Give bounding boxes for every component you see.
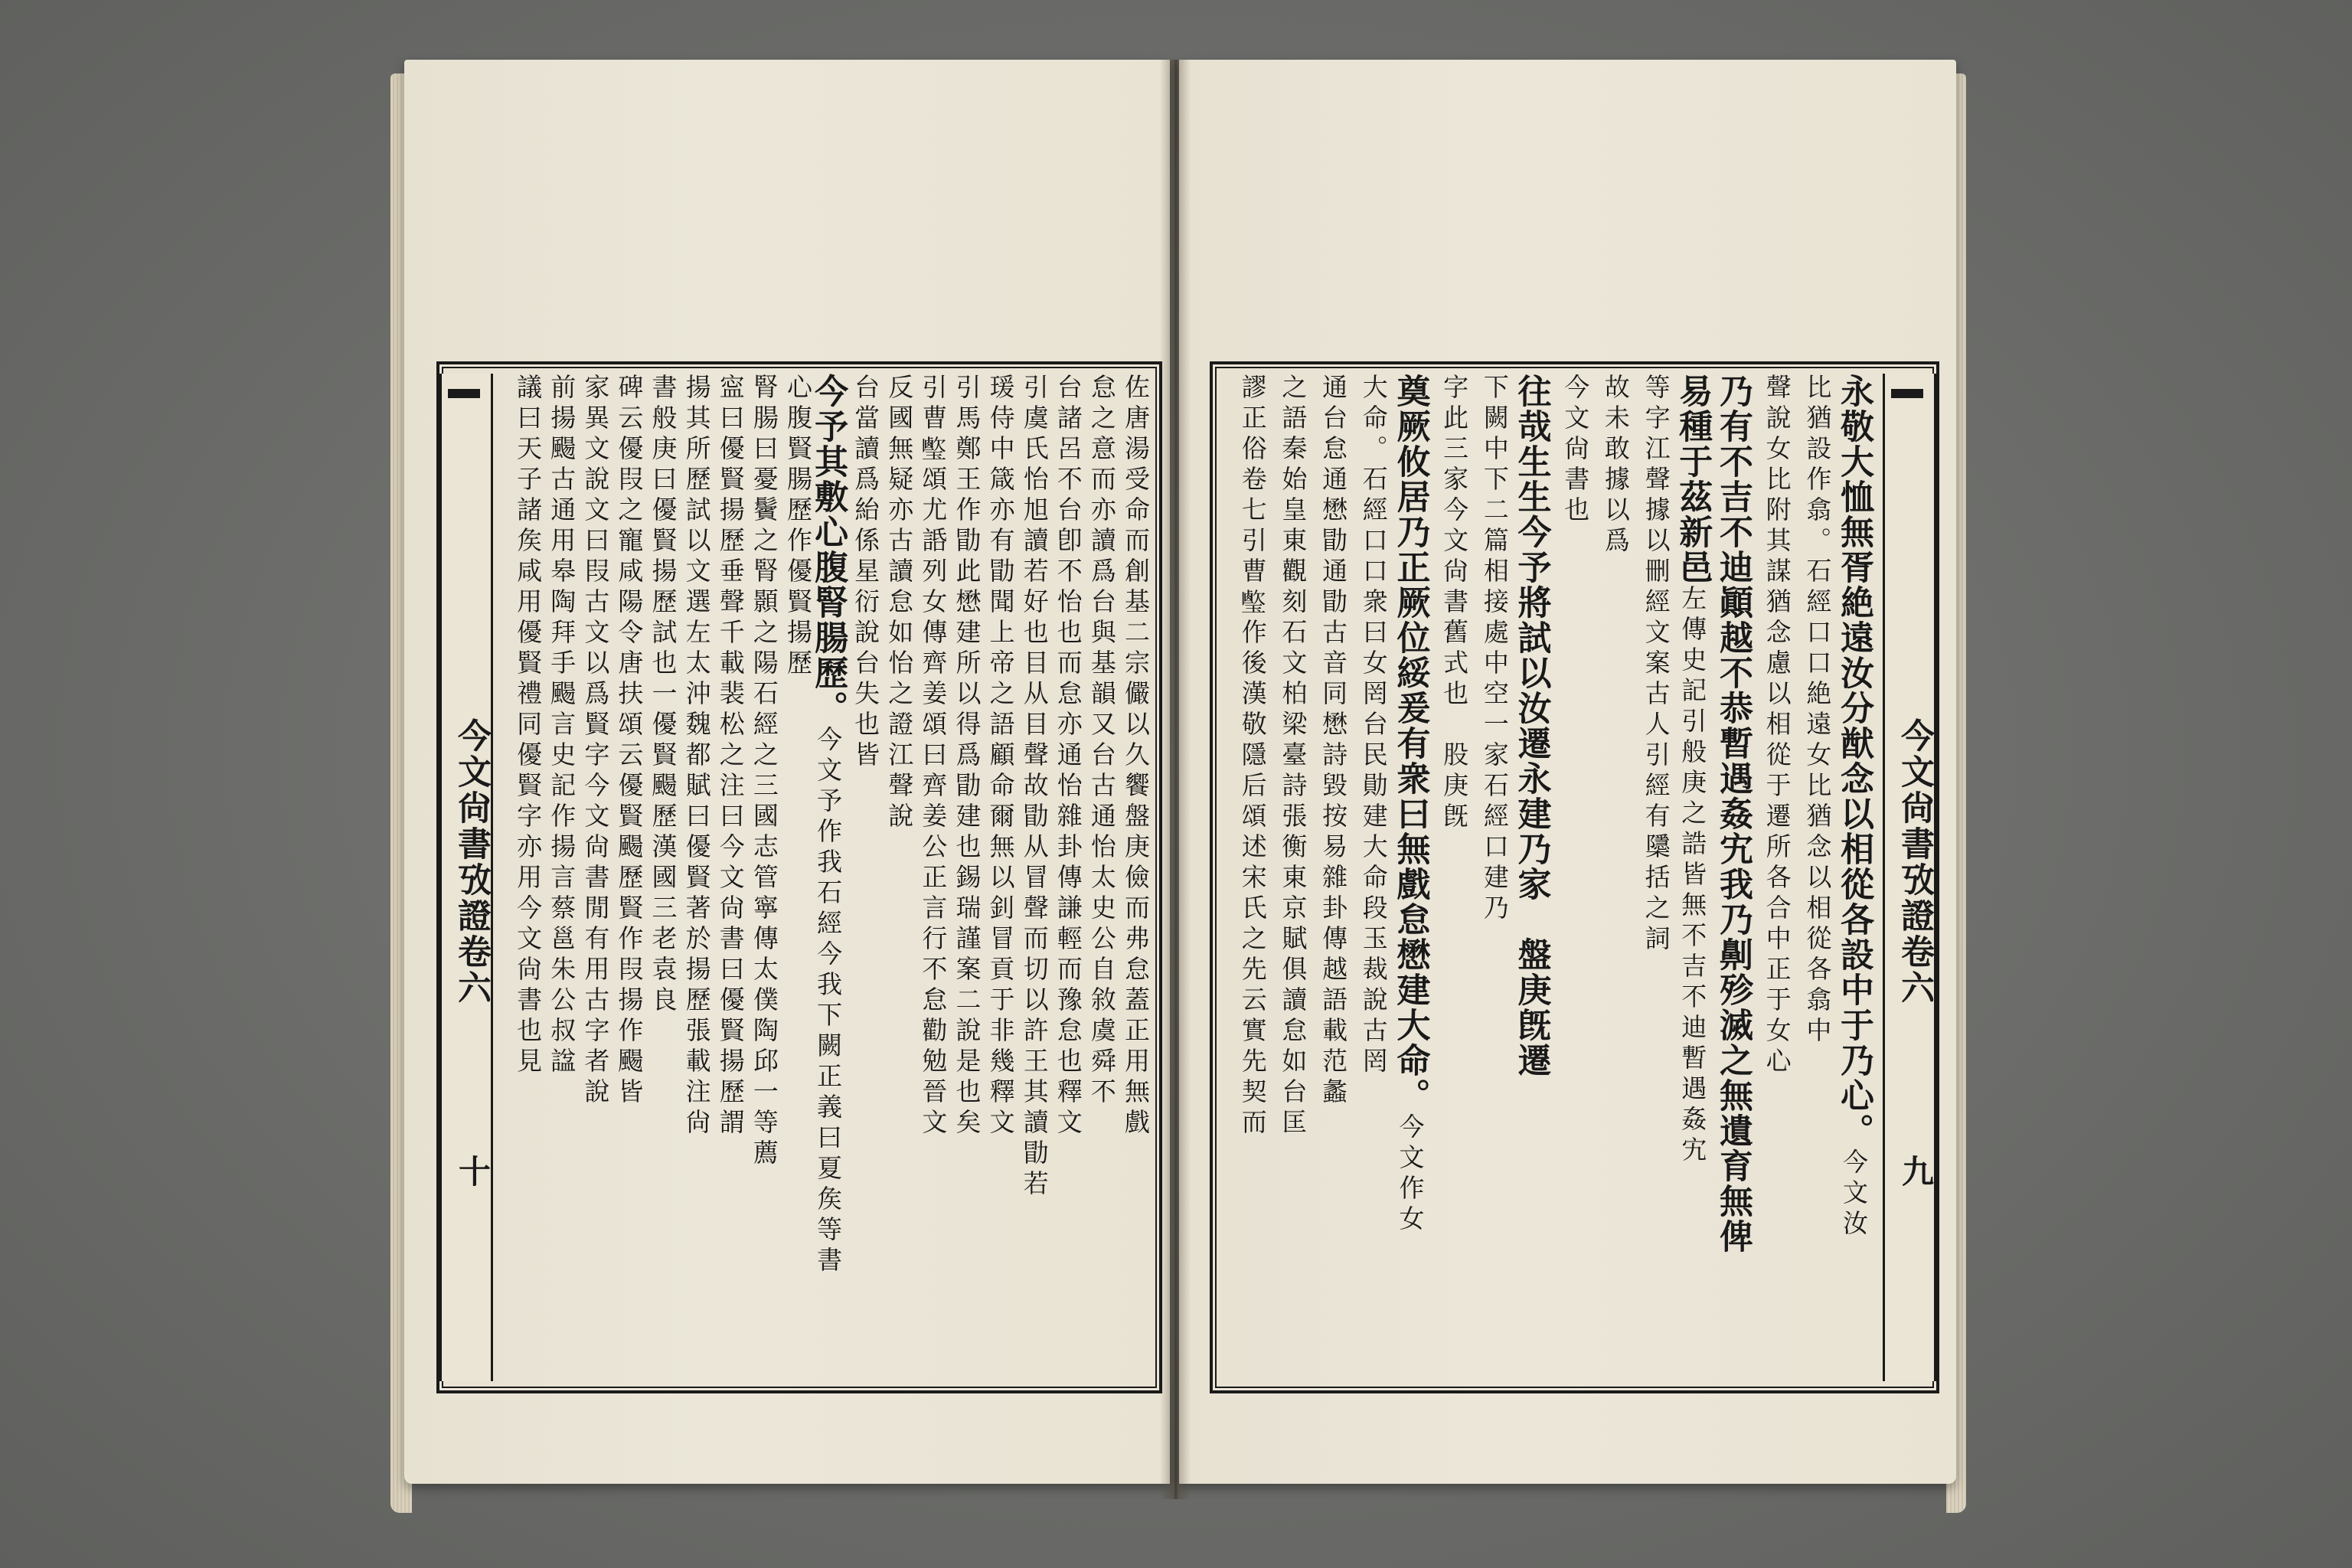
right-text-column: [1710, 374, 1753, 1381]
commentary-segment: 反國無疑亦古讀怠如怡之證江聲說: [884, 374, 915, 833]
commentary-segment: 大命。石經口口衆曰女罔台民勛建大命段玉裁說古罔: [1358, 374, 1389, 1078]
commentary-segment: 瑗侍中箴亦有勖聞上帝之語顧命爾無以釗冒貢于非幾釋文: [985, 374, 1016, 1139]
right-page-book-title: 今文尙書攷證卷六: [1895, 718, 1934, 1006]
right-text-column: [1751, 374, 1790, 1381]
right-text-column: [1792, 374, 1831, 1381]
right-text-column: [1630, 374, 1669, 1381]
commentary-segment: 佐唐湯受命而創基二宗儼以久饗盤庚儉而弗怠蓋正用無戲: [1121, 374, 1151, 1139]
right-page: [1179, 60, 1956, 1484]
main-text-segment: 乃有不吉不迪顚越不恭暫遇姦宄我乃劓殄滅之無遺育無俾: [1713, 374, 1753, 1254]
left-page-text-area: [450, 374, 1151, 1381]
right-page-folio: 九: [1897, 1155, 1935, 1187]
commentary-segment: 字此三家今文尙書舊式也: [1439, 374, 1470, 710]
commentary-segment: 引曹𤪎頌尤䛡列女傳齊姜頌曰齊姜公正言行不怠勸勉晉文: [918, 374, 949, 1139]
left-page-folio: 十: [454, 1155, 492, 1187]
commentary-segment: 比猶設作翕。石經口口絶遠女比猶念以相從各翕中: [1802, 374, 1833, 1047]
main-text-segment: 奠厥攸居乃正厥位綏爰有衆曰無戲怠懋建大命。: [1390, 374, 1430, 1113]
commentary-segment: 今文作女: [1395, 1113, 1426, 1236]
commentary-segment: 等字江聲據以刪經文案古人引經有櫽括之詞: [1641, 374, 1671, 956]
commentary-segment: 書般庚曰優賢揚歷試也一優賢颺歷漢國三老袁良: [648, 374, 678, 1017]
left-text-column: [745, 374, 777, 1381]
right-text-column: [1307, 374, 1349, 1381]
right-text-column: [1267, 374, 1306, 1381]
commentary-segment: 之語秦始皇東觀刻石文柏梁臺詩張衡東京賦俱讀怠如台匡: [1278, 374, 1308, 1139]
book-gutter: [1160, 60, 1191, 1499]
right-text-column: [1388, 374, 1430, 1381]
main-text-segment: 盤庚旣遷: [1511, 902, 1551, 1078]
left-text-column: [779, 374, 811, 1381]
right-fish-tail-mark: [1891, 389, 1923, 398]
main-text-segment: 往哉生生今予將試以汝遷永建乃家: [1511, 374, 1551, 902]
main-text-segment: 今予其敷心腹腎腸歷。: [808, 374, 848, 726]
left-text-column: [947, 374, 982, 1381]
left-text-column: [808, 374, 848, 1381]
commentary-segment: 引虞氏怡旭讀若好也目从目聲故勖从冒聲而切以許王其讀勖若: [1019, 374, 1050, 1200]
commentary-segment: 家異文說文曰叚古文以爲賢字今文尙書閒有用古字者說: [580, 374, 611, 1109]
commentary-segment: 揚其所歷試以文選左太沖魏都賦曰優賢著於揚歷張載注尙: [681, 374, 712, 1139]
commentary-segment: 腎腸曰憂鬢之腎顥之陽石經之三國志管寧傳太僕陶邱一等薦: [749, 374, 779, 1170]
commentary-segment: 下闕中下二篇相接處中空一: [1479, 374, 1510, 741]
right-text-column: [1428, 374, 1470, 1381]
left-text-column: [846, 374, 881, 1381]
commentary-segment: 寍曰優賢揚歷垂聲千載裴松之注曰今文尙書曰優賢揚歷謂: [715, 374, 746, 1139]
open-book: [390, 60, 1964, 1544]
right-text-column: [1227, 374, 1266, 1381]
commentary-segment: 家石經口建乃: [1479, 741, 1510, 925]
left-text-column: [1083, 374, 1115, 1381]
left-text-column: [678, 374, 710, 1381]
left-text-column: [1049, 374, 1081, 1381]
left-text-column: [982, 374, 1014, 1381]
left-text-column: [913, 374, 949, 1381]
right-text-column: [1831, 374, 1873, 1381]
right-text-column: [1589, 374, 1631, 1381]
commentary-segment: 通台怠通懋勖通勖古音同懋詩毀按易雜卦傳越語載范蠡: [1318, 374, 1349, 1109]
commentary-segment: 今文汝: [1839, 1148, 1869, 1240]
left-page-center-strip: [439, 374, 493, 1381]
commentary-segment: 今文尙書也: [1560, 374, 1591, 527]
commentary-segment: 碑云優叚之寵咸陽令唐扶頌云優賢颺歷賢作叚揚作颺皆: [614, 374, 645, 1109]
left-page-book-title: 今文尙書攷證卷六: [452, 718, 491, 1006]
left-text-column: [1116, 374, 1151, 1381]
right-text-column: [1509, 374, 1551, 1381]
right-page-frame: [1210, 361, 1939, 1393]
commentary-segment: 台諸呂不台卽不怡也而怠亦通怡雜卦傳謙輕而豫怠也釋文: [1053, 374, 1083, 1139]
left-page: [404, 60, 1170, 1484]
commentary-segment: 引馬鄭王作勖此懋建所以得爲勖建也錫瑞謹案二說是也矣: [952, 374, 982, 1139]
right-text-column: [1671, 374, 1713, 1381]
right-text-column: [1550, 374, 1589, 1381]
commentary-segment: 今文予作我石經今我下闕正義曰夏矦等書: [813, 726, 844, 1277]
right-page-center-strip: [1883, 374, 1936, 1381]
commentary-segment: 台當讀爲紿係星衍說台失也皆: [851, 374, 881, 772]
left-text-column: [542, 374, 577, 1381]
commentary-segment: 故未敢據以爲: [1600, 374, 1631, 557]
commentary-segment: 議曰天子諸矦咸用優賢禮同優賢字亦用今文尙書也見: [513, 374, 544, 1078]
commentary-segment: 前揚颺古通用皋陶拜手颺言史記作揚言蔡邕朱公叔諡: [547, 374, 577, 1078]
left-text-column: [880, 374, 915, 1381]
right-text-column: [1468, 374, 1508, 1381]
commentary-segment: 心腹賢腸歷作優賢揚歷: [782, 374, 813, 680]
left-text-column: [576, 374, 611, 1381]
left-text-column: [643, 374, 678, 1381]
commentary-segment: 怠之意而亦讀爲台與基韻又台古通怡太史公自敘虞舜不: [1086, 374, 1117, 1109]
right-text-column: [1348, 374, 1387, 1381]
main-text-segment: 永敬大恤無胥絶遠汝分猷念以相從各設中于乃心。: [1834, 374, 1873, 1148]
left-page-frame: [436, 361, 1162, 1393]
left-text-column: [711, 374, 746, 1381]
commentary-segment: 謬正俗卷七引曹𤪎作後漢敬隱后頌述宋氏之先云實先契而: [1237, 374, 1268, 1139]
commentary-segment: 聲說女比附其謀猶念慮以相從于遷所各合中正于女心: [1762, 374, 1792, 1078]
left-fish-tail-mark: [448, 389, 480, 398]
left-text-column: [609, 374, 645, 1381]
main-text-segment: 易種于茲新邑: [1673, 374, 1713, 585]
left-text-column: [508, 374, 544, 1381]
left-text-column: [1015, 374, 1050, 1381]
commentary-segment: 股庚旣: [1439, 710, 1470, 833]
commentary-segment: 左傳史記引般庚之誥皆無不吉不迪暫遇姦宄: [1677, 585, 1708, 1167]
right-page-text-area: [1223, 374, 1935, 1381]
